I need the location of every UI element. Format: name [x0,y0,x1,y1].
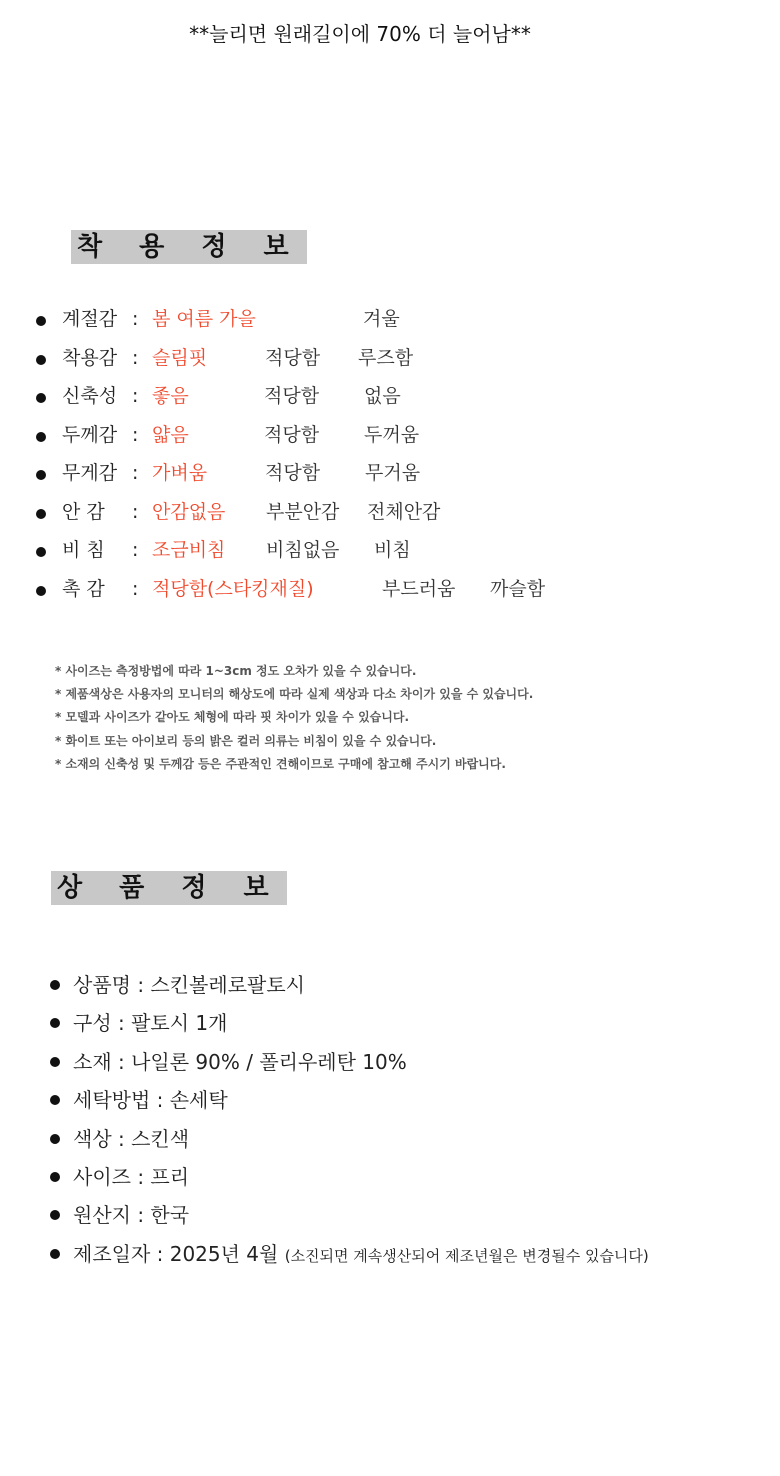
bullet-icon [50,1095,60,1105]
wear-info-heading: 착 용 정 보 [71,230,307,264]
bullet-icon [36,355,46,365]
bullet-icon [36,509,46,519]
product-item-value: 소재 : 나일론 90% / 폴리우레탄 10% [73,1049,407,1074]
wear-option: 부드러움 [382,577,456,600]
wear-selected-value: 봄 여름 가을 [152,308,256,330]
bullet-icon [50,1172,60,1182]
product-item-value: 원산지 : 한국 [73,1203,190,1228]
bullet-icon [50,1249,60,1259]
bullet-icon [50,1210,60,1220]
bullet-icon [50,1018,60,1028]
notice-line: * 사이즈는 측정방법에 따라 1~3cm 정도 오차가 있을 수 있습니다. [55,664,417,678]
wear-colon: : [132,539,139,561]
product-info-heading: 상 품 정 보 [51,871,287,905]
product-item-value: 사이즈 : 프리 [73,1164,190,1189]
product-item-text [73,1043,407,1081]
wear-option: 전체안감 [367,500,441,523]
wear-option: 적당함 [265,346,321,369]
wear-colon: : [132,346,139,369]
wear-label: 신축성 [62,385,118,407]
wear-selected-value: 좋음 [152,385,189,407]
product-item-text [73,1081,228,1119]
wear-option: 두꺼움 [364,423,420,446]
wear-option: 무거움 [365,462,421,484]
wear-label: 두께감 [62,423,118,446]
wear-option: 부분안감 [266,500,340,523]
bullet-icon [36,586,46,596]
product-item-text [73,1235,649,1275]
wear-label: 안 감 [62,500,105,523]
product-item-text [73,1004,227,1042]
product-item-value: 구성 : 팔토시 1개 [73,1011,228,1036]
wear-option: 적당함 [265,462,321,484]
wear-colon: : [132,500,139,523]
notice-line: * 화이트 또는 아이보리 등의 밝은 컬러 의류는 비침이 있을 수 있습니다. [55,733,437,748]
bullet-icon [36,470,46,480]
wear-label: 계절감 [62,308,118,330]
wear-colon: : [132,423,139,446]
bullet-icon [36,547,46,557]
wear-option: 적당함 [264,385,320,407]
wear-option: 루즈함 [358,346,414,369]
wear-selected-value: 안감없음 [152,500,226,523]
notice-line: * 소재의 신축성 및 두께감 등은 주관적인 견해이므로 구매에 참고해 주시기 바랍니다. [55,756,506,771]
wear-selected-value: 조금비침 [152,539,226,561]
wear-option: 없음 [364,385,401,407]
wear-option: 겨울 [363,308,400,330]
product-item-value: 색상 : 스킨색 [73,1126,190,1151]
bullet-icon [50,1134,60,1144]
stretch-note: **늘리면 원래길이에 70% 더 늘어남** [189,22,531,46]
wear-option: 적당함 [264,423,320,446]
wear-option: 비침 [374,539,411,561]
bullet-icon [36,316,46,326]
wear-label: 촉 감 [62,577,105,600]
wear-label: 비 침 [62,539,105,561]
bullet-icon [36,432,46,442]
wear-label: 착용감 [62,346,118,369]
bullet-icon [50,1057,60,1067]
wear-selected-value: 슬림핏 [152,346,208,369]
wear-option: 까슬함 [490,577,546,600]
wear-colon: : [132,308,139,330]
product-item-value: 세탁방법 : 손세탁 [73,1088,228,1113]
wear-option: 비침없음 [266,539,340,561]
product-item-extra: (소진되면 계속생산되어 제조년월은 변경될수 있습니다) [284,1246,649,1265]
wear-label: 무게감 [62,462,118,484]
product-item-value: 상품명 : 스킨볼레로팔토시 [73,973,305,997]
bullet-icon [36,393,46,403]
notice-block [55,660,533,776]
product-item-text [73,966,305,1004]
wear-selected-value: 가벼움 [152,462,208,484]
bullet-icon [50,980,60,990]
product-item-text [73,1196,189,1234]
wear-selected-value: 적당함(스타킹재질) [152,577,314,600]
wear-colon: : [132,385,139,407]
wear-colon: : [132,577,139,600]
product-item-text [73,1158,189,1196]
wear-colon: : [132,462,139,484]
wear-selected-value: 얇음 [152,423,189,446]
notice-line: * 모델과 사이즈가 같아도 체형에 따라 핏 차이가 있을 수 있습니다. [55,710,410,725]
notice-line: * 제품색상은 사용자의 모니터의 해상도에 따라 실제 색상과 다소 차이가 있을 수 있습니다. [55,687,534,702]
product-item-value: 제조일자 : 2025년 4월 [73,1241,279,1266]
product-item-text [73,1120,189,1158]
